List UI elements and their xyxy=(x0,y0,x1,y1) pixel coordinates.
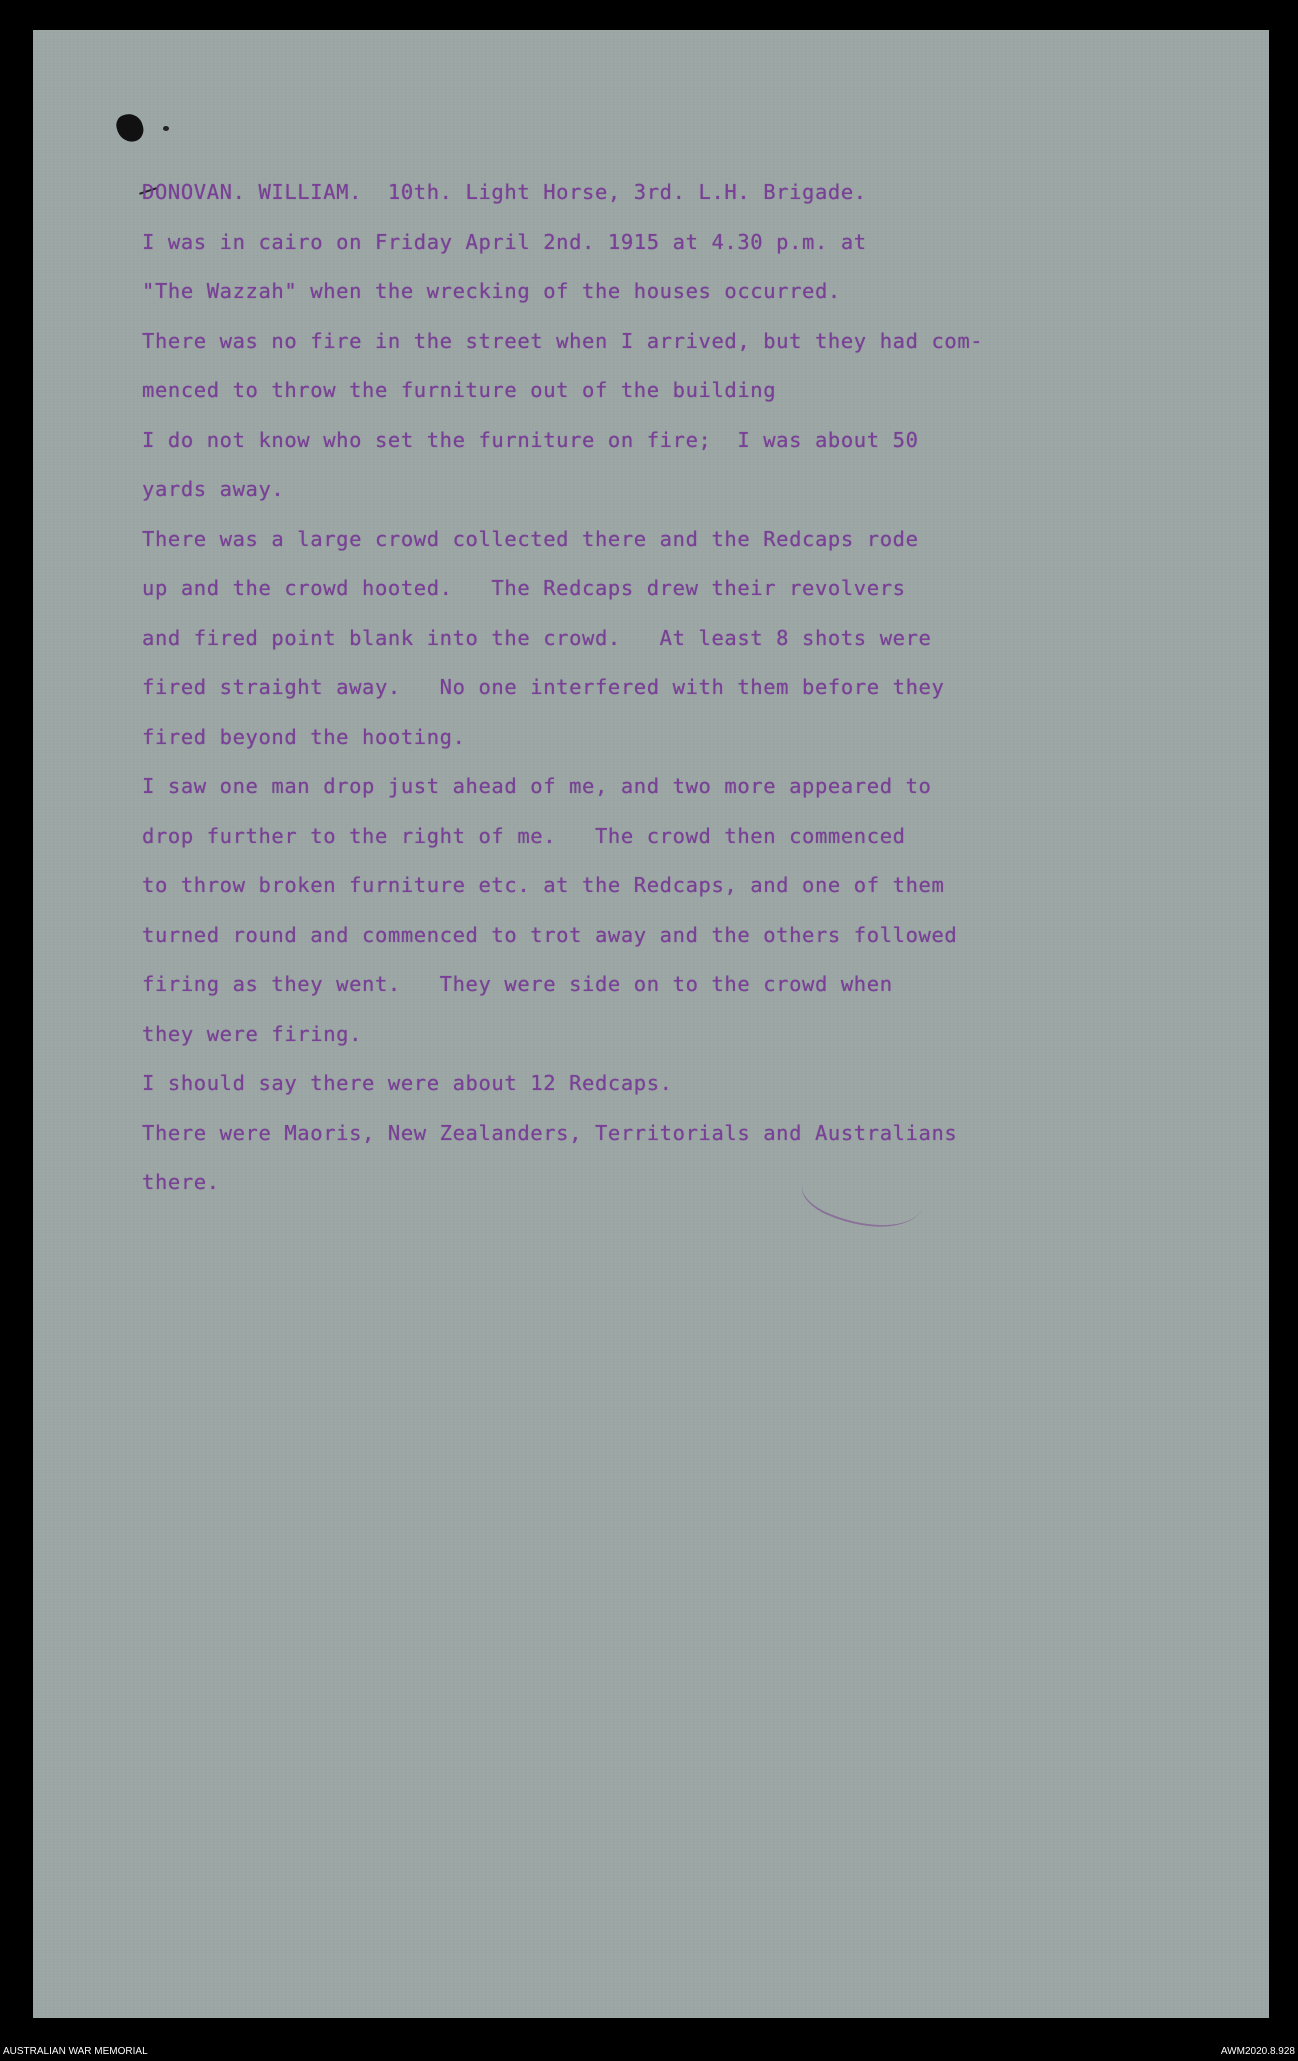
statement-line: turned round and commenced to trot away and the others followed xyxy=(142,922,958,947)
statement-line: DONOVAN. WILLIAM. 10th. Light Horse, 3rd. L.H. Brigade. xyxy=(142,180,867,204)
paper-speck xyxy=(163,126,169,131)
statement-line: There was no fire in the street when I arrived, but they had com- xyxy=(142,328,984,353)
statement-line: drop further to the right of me. The crowd then commenced xyxy=(142,823,906,848)
archive-credit: AUSTRALIAN WAR MEMORIAL xyxy=(3,2046,148,2057)
statement-line: "The Wazzah" when the wrecking of the houses occurred. xyxy=(142,279,841,303)
statement-line: menced to throw the furniture out of the building xyxy=(142,378,777,402)
statement-line: to throw broken furniture etc. at the Redcaps, and one of them xyxy=(142,873,945,897)
statement-line: There were Maoris, New Zealanders, Territorials and Australians xyxy=(142,1120,958,1145)
statement-line: I saw one man drop just ahead of me, and two more appeared to xyxy=(142,774,932,798)
statement-line: firing as they went. They were side on to the crowd when xyxy=(142,972,893,996)
statement-line: I do not know who set the furniture on fire; I was about 50 xyxy=(142,427,919,452)
archive-reference: AWM2020.8.928 xyxy=(1220,2046,1295,2057)
statement-line: there. xyxy=(142,1170,220,1194)
statement-line: and fired point blank into the crowd. At least 8 shots were xyxy=(142,625,932,650)
statement-line: fired beyond the hooting. xyxy=(142,724,466,749)
statement-line: fired straight away. No one interfered with them before they xyxy=(142,675,945,699)
statement-line: they were firing. xyxy=(142,1021,363,1046)
typed-statement xyxy=(142,168,1192,1208)
statement-line: up and the crowd hooted. The Redcaps drew their revolvers xyxy=(142,576,906,600)
statement-line: I should say there were about 12 Redcaps. xyxy=(142,1071,673,1095)
statement-line: yards away. xyxy=(142,477,285,501)
punch-hole xyxy=(114,112,145,145)
statement-line: There was a large crowd collected there and the Redcaps rode xyxy=(142,526,919,551)
statement-line: I was in cairo on Friday April 2nd. 1915 at 4.30 p.m. at xyxy=(142,229,867,254)
